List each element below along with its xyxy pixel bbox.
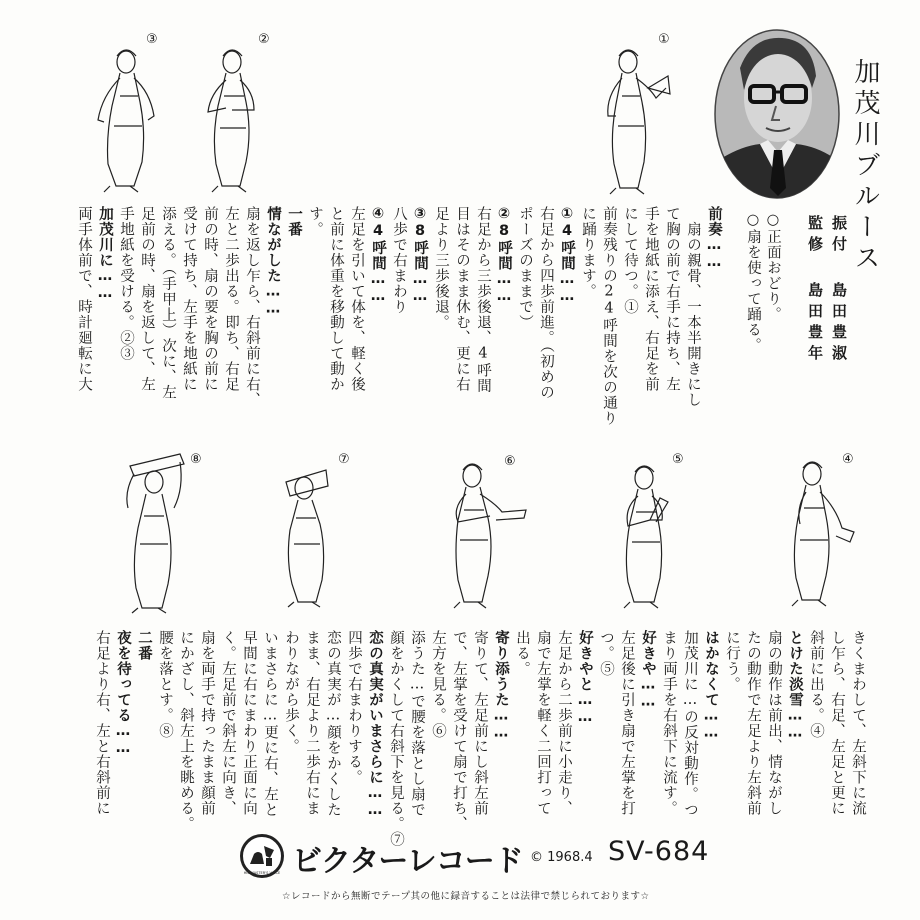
dancer-figure-1 (596, 32, 676, 196)
brand-name: ビクターレコード (292, 844, 523, 879)
label-logo (240, 834, 593, 879)
instruction-line: きくまわして、左斜下に流 (850, 630, 866, 816)
dancer-figure-4 (776, 448, 856, 608)
figure-number: ⑧ (190, 452, 202, 467)
instruction-line: いまさらに…更に右、左と (262, 630, 278, 818)
instruction-line: まま、右足より二歩右にま (304, 630, 320, 816)
figure-number: ⑥ (504, 454, 516, 469)
dancer-figure-7 (272, 452, 352, 608)
dancer-illustration (440, 452, 530, 610)
figure-number: ⑦ (338, 452, 350, 467)
instruction-line: 出る。 (514, 630, 530, 677)
figure-number: ⑤ (672, 452, 684, 467)
section-heading: 情ながした…… (265, 206, 281, 318)
dancer-figure-3 (90, 32, 170, 196)
instruction-line: 右足より右、左と右斜前に (94, 630, 110, 816)
section-heading: 一番 (286, 206, 302, 237)
section-heading: とけた淡雪…… (787, 630, 803, 742)
dancer-figure-5 (606, 450, 686, 610)
dancer-illustration (90, 36, 170, 196)
instruction-line: 前の時、扇の要を胸の前に (202, 206, 218, 392)
dancer-illustration (776, 448, 856, 608)
instruction-line: 四歩で右まわりする。 (346, 630, 362, 785)
instruction-line: 扇を両手で持ったまま顔前 (199, 630, 215, 816)
dancer-figure-8 (114, 448, 204, 614)
instruction-line: に行う。 (724, 630, 740, 692)
instruction-line: 左と二歩出る。即ち、右足 (223, 206, 239, 392)
instruction-line: 手を地紙に添え、右足を前 (643, 206, 659, 392)
figure-number: ② (258, 32, 270, 47)
figure-number: ③ (146, 32, 158, 47)
instruction-line: 足前の時、扇を返して、左 (139, 206, 155, 392)
section-heading: 夜を待ってる…… (115, 630, 131, 757)
instruction-line: 左足から二歩前に小走り、 (556, 630, 572, 816)
instruction-line: 右足から四歩前進。（初めの (538, 206, 554, 401)
section-heading: ④4呼間…… (370, 206, 386, 305)
instruction-line: 扇を返し乍ら、右斜前に右、 (244, 206, 260, 408)
instruction-line: 加茂川に…の反対動作。つ (682, 630, 698, 818)
instruction-line: つ。⑤ (598, 630, 614, 677)
instruction-line: 寄りて、左足前にし斜左前 (472, 630, 488, 816)
section-heading: はかなくて…… (703, 630, 719, 742)
instruction-line: で、左掌を受けて扇で打ち、 (451, 630, 467, 832)
section-heading: 寄り添うた…… (493, 630, 509, 742)
bottom-instructions (91, 630, 868, 847)
figure-number: ① (658, 32, 670, 47)
dancer-illustration (114, 448, 204, 614)
note-1: ○正面おどり。 (765, 212, 781, 322)
instruction-line: 早間に右にまわり正面に向 (241, 630, 257, 816)
his-masters-voice-text: HIS MASTER'S VOICE (243, 871, 281, 875)
note-2: ○扇を使って踊る。 (745, 212, 761, 353)
instruction-line: にかざし、斜左上を眺める。 (178, 630, 194, 832)
instruction-line: す。 (307, 206, 323, 237)
instruction-line: わりながら歩く。 (283, 630, 299, 754)
instruction-line: て胸の前で右手に持ち、左 (664, 206, 680, 392)
top-instructions (73, 206, 724, 426)
instruction-line: ポーズのままで） (517, 206, 533, 330)
section-heading: 加茂川に…… (97, 206, 113, 302)
dancer-illustration (606, 450, 686, 610)
dancer-illustration (196, 36, 276, 196)
instruction-line: 左足を引いて体を、軽く後 (349, 206, 365, 392)
instruction-line: し乍ら、右足、左足と更に (829, 630, 845, 816)
instruction-line: 前奏残りの24呼間を次の通り (601, 206, 617, 426)
instruction-line: と前に体重を移動して動か (328, 206, 344, 392)
instruction-line: 両手体前で、時計廻転に大 (76, 206, 92, 392)
section-heading: ③8呼間…… (412, 206, 428, 305)
instruction-line: 足より三歩後退。 (433, 206, 449, 330)
instruction-line: 扇の動作は前出、情ながし (766, 630, 782, 816)
instruction-line: 受けて持ち、左手を地紙に (181, 206, 197, 392)
figure-number: ④ (842, 452, 854, 467)
instruction-line: に踊ります。 (580, 206, 596, 299)
dancer-figure-6 (440, 452, 530, 610)
section-heading: 好きやと…… (577, 630, 593, 726)
section-heading: ①4呼間…… (559, 206, 575, 305)
catalog-number: SV-684 (608, 836, 710, 867)
dancer-illustration (272, 452, 352, 608)
instruction-line: 右足から三歩後退、4呼間 (475, 206, 491, 394)
section-heading: ②8呼間…… (496, 206, 512, 305)
instruction-line: 扇で左掌を軽く二回打って (535, 630, 551, 816)
instruction-line: 顔をかくして右斜下を見る。⑦ (388, 630, 404, 847)
nipper-dog-logo-icon (240, 834, 284, 878)
instruction-line: まり両手を右斜下に流す。 (661, 630, 677, 816)
instruction-line: たの動作で左足より左斜前 (745, 630, 761, 816)
instruction-line: 添える。（手甲上）次に、左 (160, 206, 176, 401)
choreographer-label: 振付 (830, 215, 848, 257)
instruction-line: 八歩で右まわり (391, 206, 407, 315)
instruction-line: 斜前に出る。④ (808, 630, 824, 739)
instruction-line: く。左足前で斜左に向き、 (220, 630, 236, 816)
instruction-line: 添うた…で腰を落とし扇で (409, 630, 425, 818)
supervisor-label: 監修 (806, 215, 824, 257)
instruction-line: 扇の親骨、一本半開きにし (685, 206, 701, 408)
instruction-line: 目はそのまま休む、更に右 (454, 206, 470, 392)
dancer-illustration (596, 32, 676, 196)
instruction-line: にして待つ。① (622, 206, 638, 315)
choreographer-name: 島田豊淑 (830, 282, 848, 366)
instruction-line: 恋の真実が…顔をかくした (325, 630, 341, 818)
instruction-line: 腰を落とす。⑧ (157, 630, 173, 739)
portrait-photo (712, 28, 842, 200)
section-heading: 前奏…… (706, 206, 722, 271)
instruction-line: 手地紙を受ける。②③ (118, 206, 134, 361)
instruction-line: 左足後に引き扇で左掌を打 (619, 630, 635, 816)
copyright-notice: ☆レコードから無断でテープ其の他に録音することは法律で禁じられております☆ (282, 891, 650, 902)
section-heading: 二番 (136, 630, 152, 661)
song-title: 加茂川ブルース (850, 58, 880, 275)
copyright-year: © 1968.4 (530, 850, 593, 865)
section-heading: 恋の真実がいまさらに…… (367, 630, 383, 819)
supervisor-name: 島田豊年 (806, 282, 824, 366)
section-heading: 好きや…… (640, 630, 656, 711)
dancer-figure-2 (196, 32, 276, 196)
instruction-line: 左方を見る。⑥ (430, 630, 446, 739)
